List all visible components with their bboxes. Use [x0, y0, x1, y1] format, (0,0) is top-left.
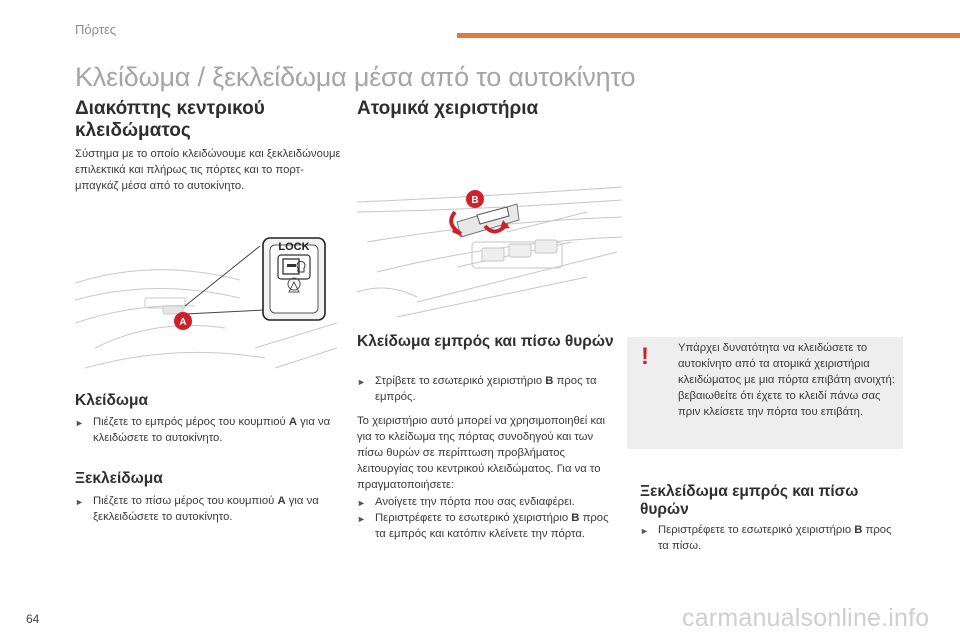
bullet-marker: ► — [357, 514, 366, 524]
lock-front-rear-heading: Κλείδωμα εμπρός και πίσω θυρών — [357, 333, 614, 350]
individual-controls-heading: Ατομικά χειριστήρια — [357, 98, 539, 119]
page-number: 64 — [26, 612, 40, 626]
bullet-marker: ► — [357, 377, 366, 387]
bullet-marker: ► — [357, 498, 366, 508]
warning-icon: ! — [641, 343, 649, 370]
lock-label: LOCK — [278, 241, 310, 253]
header-accent-bar — [457, 33, 960, 38]
unlock-step: ► Πιέζετε το πίσω μέρος του κουμπιού A για να ξεκλειδώσετε το αυτοκίνητο. — [75, 495, 319, 523]
lock-front-rear-paragraph: Το χειριστήριο αυτό μπορεί να χρησιμοποιηθεί και για το κλείδωμα της πόρτας συνοδηγού και των πίσω θυρών σε περίπτωση προβλήματος λειτουργίας του κεντρικού κλειδώματος. Για να το πραγματοποιήσετε: — [357, 415, 605, 491]
central-lock-heading: Διακόπτης κεντρικού κλειδώματος — [75, 98, 265, 141]
callout-b: B — [471, 195, 479, 206]
callout-a: A — [179, 317, 187, 328]
unlock-front-rear-step: ► Περιστρέφετε το εσωτερικό χειριστήριο B προς τα πίσω. — [640, 524, 892, 552]
watermark: carmanualsonline.info — [682, 604, 930, 632]
individual-controls-illustration — [357, 182, 622, 322]
central-lock-intro: Σύστημα με το οποίο κλειδώνουμε και ξεκλειδώνουμε επιλεκτικά και πλήρως τις πόρτες και το πορτ-μπαγκάζ μέσα από το αυτοκίνητο. — [75, 148, 341, 192]
central-lock-illustration — [75, 228, 337, 376]
section-name: Πόρτες — [75, 22, 117, 37]
unlock-heading: Ξεκλείδωμα — [75, 470, 163, 487]
warning-box — [627, 337, 903, 449]
lock-front-rear-step-2: ► Περιστρέφετε το εσωτερικό χειριστήριο B προς τα εμπρός και κατόπιν κλείνετε την πόρτα. — [357, 512, 609, 540]
lock-step: ► Πιέζετε το εμπρός μέρος του κουμπιού A για να κλειδώσετε το αυτοκίνητο. — [75, 416, 331, 444]
warning-text: Υπάρχει δυνατότητα να κλειδώσετε το αυτοκίνητο από τα ατομικά χειριστήρια κλειδώματος με μια πόρτα επιβάτη ανοιχτή: βεβαιωθείτε ότι έχετε το κλειδί πάνω σας πριν κλείσετε την πόρτα του επιβάτη. — [678, 342, 895, 418]
lock-heading: Κλείδωμα — [75, 392, 148, 409]
page-title: Κλείδωμα / ξεκλείδωμα μέσα από το αυτοκίνητο — [75, 62, 636, 92]
bullet-marker: ► — [75, 497, 84, 507]
unlock-front-rear-heading: Ξεκλείδωμα εμπρός και πίσω θυρών — [640, 483, 859, 518]
lock-front-rear-step: ► Στρίβετε το εσωτερικό χειριστήριο B προς τα εμπρός. — [357, 375, 597, 403]
bullet-marker: ► — [75, 418, 84, 428]
lock-front-rear-step-1: ► Ανοίγετε την πόρτα που σας ενδιαφέρει. — [357, 494, 619, 511]
bullet-marker: ► — [640, 526, 649, 536]
